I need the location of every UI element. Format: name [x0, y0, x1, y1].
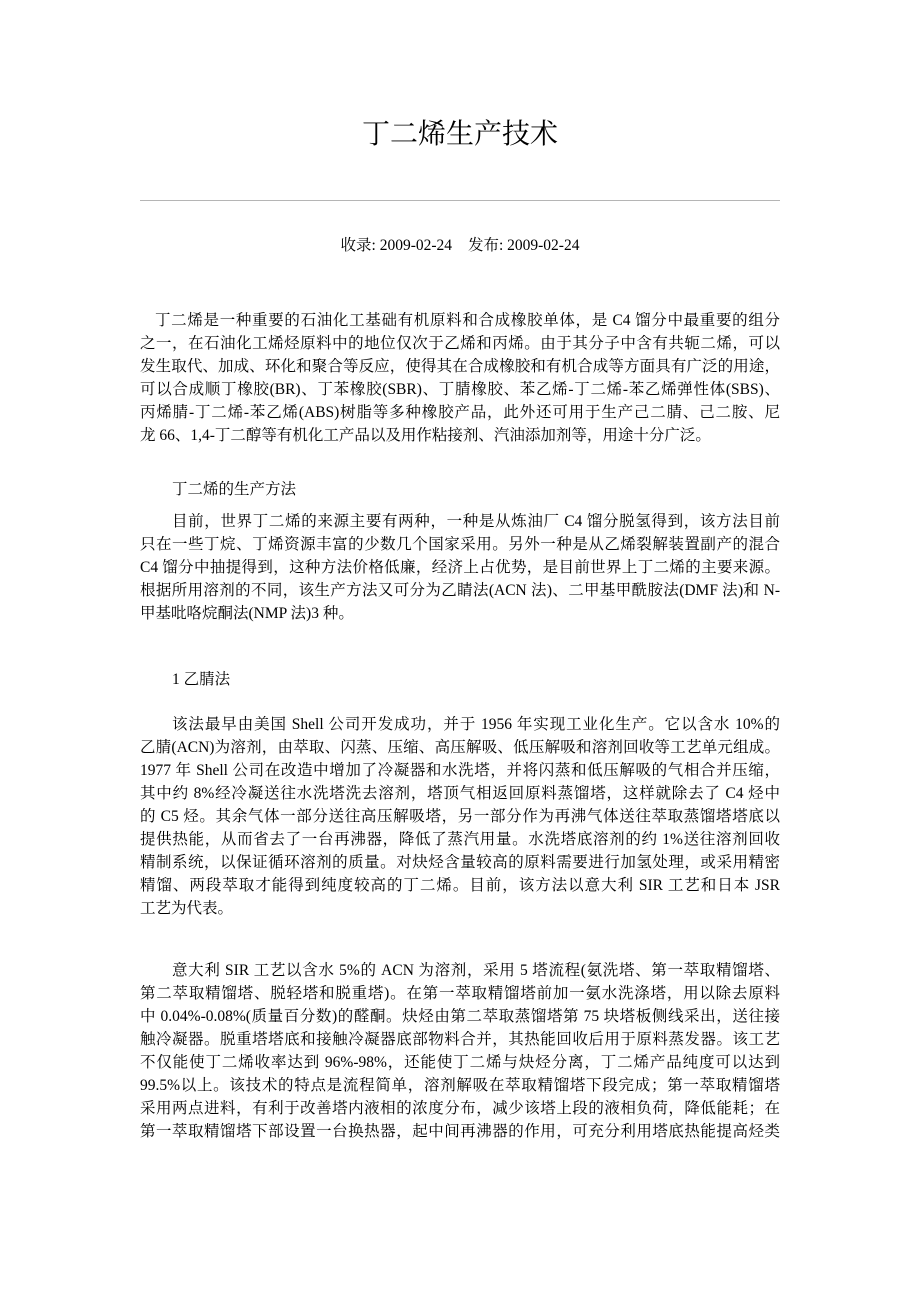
text-line: 甲基吡咯烷酮法(NMP 法)3 种。: [140, 605, 354, 622]
text-line: 目前，世界丁二烯的来源主要有两种，一种是从炼油厂 C4 馏分脱氢得到，该方法目前: [172, 513, 780, 530]
paragraph-methods: [140, 510, 780, 625]
received-date: 收录: 2009-02-24: [340, 237, 453, 254]
text-line: 根据所用溶剂的不同，该生产方法又可分为乙睛法(ACN 法)、二甲基甲酰胺法(DMF 法)和 N-: [140, 582, 780, 599]
text-line: 精馏、两段萃取才能得到纯度较高的丁二烯。目前，该方法以意大利 SIR 工艺和日本 JSR: [140, 877, 780, 894]
text-line: 可以合成顺丁橡胶(BR)、丁苯橡胶(SBR)、丁腈橡胶、苯乙烯-丁二烯-苯乙烯弹性体(SBS)、: [140, 381, 780, 398]
text-line: 丁二烯是一种重要的石油化工基础有机原料和合成橡胶单体，是 C4 馏分中最重要的组分: [155, 312, 780, 329]
paragraph-intro: [140, 309, 780, 447]
paragraph-sir-process: [140, 959, 780, 1143]
text-line: 的 C5 烃。其余气体一部分送往高压解吸塔，另一部分作为再沸气体送往萃取蒸馏塔塔底以: [140, 808, 780, 825]
section-heading: 丁二烯的生产方法: [172, 481, 297, 498]
text-line: 工艺为代表。: [140, 900, 234, 917]
text-line: 发生取代、加成、环化和聚合等反应，使得其在合成橡胶和有机合成等方面具有广泛的用途，: [140, 358, 780, 375]
text-line: 精制系统，以保证循环溶剂的质量。对炔烃含量较高的原料需要进行加氢处理，或采用精密: [140, 854, 780, 871]
text-line: 龙 66、1,4-丁二醇等有机化工产品以及用作粘接剂、汽油添加剂等，用途十分广泛。: [140, 427, 711, 444]
text-line: 中 0.04%-0.08%(质量百分数)的醛酮。炔烃由第二萃取蒸馏塔第 75 块塔板侧线采出，送往接: [140, 1008, 780, 1025]
text-line: 乙腈(ACN)为溶剂，由萃取、闪蒸、压缩、高压解吸、低压解吸和溶剂回收等工艺单元组成。: [140, 739, 780, 756]
published-date: 发布: 2009-02-24: [467, 237, 580, 254]
text-line: 该法最早由美国 Shell 公司开发成功，并于 1956 年实现工业化生产。它以含水 10%的: [172, 716, 780, 733]
text-line: 99.5%以上。该技术的特点是流程简单，溶剂解吸在萃取精馏塔下段完成；第一萃取精馏塔: [140, 1077, 780, 1094]
text-line: 提供热能，从而省去了一台再沸器，降低了蒸汽用量。水洗塔底溶剂的约 1%送往溶剂回收: [140, 831, 780, 848]
text-line: 其中约 8%经冷凝送往水洗塔洗去溶剂，塔顶气相返回原料蒸馏塔，这样就除去了 C4 烃中: [140, 785, 780, 802]
text-line: 不仅能使丁二烯收率达到 96%-98%，还能使丁二烯与炔烃分离，丁二烯产品纯度可以达到: [140, 1054, 780, 1071]
subsection-heading: 1 乙腈法: [172, 671, 231, 688]
text-line: C4 馏分中抽提得到，这种方法价格低廉，经济上占优势，是目前世界上丁二烯的主要来源。: [140, 559, 780, 576]
document-title: 丁二烯生产技术: [361, 119, 558, 150]
text-line: 丙烯腈-丁二烯-苯乙烯(ABS)树脂等多种橡胶产品，此外还可用于生产己二腈、己二胺、尼: [140, 404, 780, 421]
text-line: 1977 年 Shell 公司在改造中增加了冷凝器和水洗塔，并将闪蒸和低压解吸的气相合并压缩，: [140, 762, 780, 779]
text-line: 采用两点进料，有利于改善塔内液相的浓度分布，减少该塔上段的液相负荷，降低能耗；在: [140, 1100, 780, 1117]
text-line: 触冷凝器。脱重塔塔底和接触冷凝器底部物料合并，其热能回收后用于原料蒸发器。该工艺: [140, 1031, 780, 1048]
text-line: 第一萃取精馏塔下部设置一台换热器，起中间再沸器的作用，可充分利用塔底热能提高烃类: [140, 1123, 780, 1140]
text-line: 之一，在石油化工烯烃原料中的地位仅次于乙烯和丙烯。由于其分子中含有共轭二烯，可以: [140, 335, 780, 352]
paragraph-acn-method: [140, 713, 780, 920]
text-line: 只在一些丁烷、丁烯资源丰富的少数几个国家采用。另外一种是从乙烯裂解装置副产的混合: [140, 536, 780, 553]
text-line: 第二萃取精馏塔、脱轻塔和脱重塔)。在第一萃取精馏塔前加一氨水洗涤塔，用以除去原料: [140, 985, 780, 1002]
text-line: 意大利 SIR 工艺以含水 5%的 ACN 为溶剂，采用 5 塔流程(氨洗塔、第一萃取精馏塔、: [172, 962, 780, 979]
date-line: [0, 234, 920, 257]
title-divider: [140, 200, 780, 201]
